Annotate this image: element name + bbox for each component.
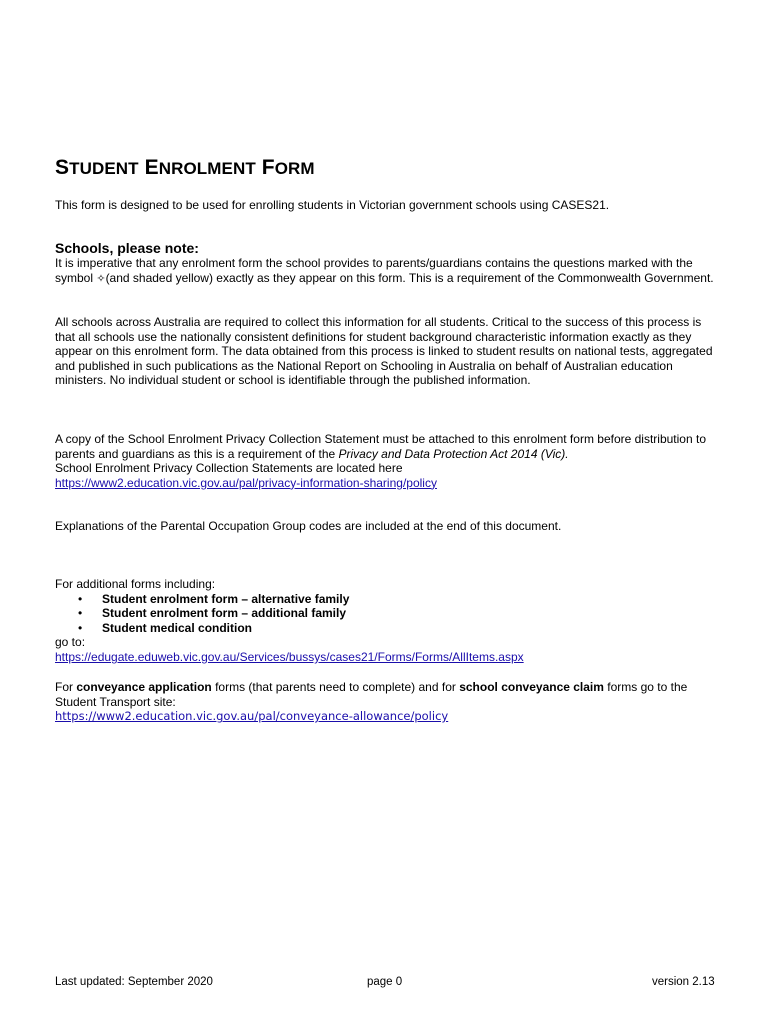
additional-forms-list — [55, 592, 715, 636]
conveyance-policy-link[interactable]: https://www2.education.vic.gov.au/pal/conveyance-allowance/policy — [55, 709, 449, 724]
additional-forms-section — [55, 577, 715, 665]
conveyance-paragraph: For conveyance application forms (that parents need to complete) and for school conveyance claim forms go to the Student Transport site: https://www2.education.vic.gov.au/pal/conveyance-allowance/policy — [55, 680, 688, 724]
list-item: • Student enrolment form – additional family — [102, 606, 715, 621]
privacy-policy-link[interactable]: https://www2.education.vic.gov.au/pal/privacy-information-sharing/policy — [55, 475, 437, 490]
data-collection-paragraph: All schools across Australia are required to collect this information for all students. Critical to the success of this process is that all schools use the nationally consistent definitions for student background characteristic information exactly as they appear on this enrolment form. The data obtained from this process is linked to student results on national tests, aggregated and published in such publications as the National Report on Schooling in Australia on behalf of Australian education ministers. No individual student or school is identifiable through the published information. — [55, 315, 713, 388]
page-number: page 0 — [367, 976, 403, 988]
additional-forms-lead: For additional forms including: — [55, 577, 216, 591]
intro-text: This form is designed to be used for enrolling students in Victorian government schools using CASES21. — [55, 198, 610, 212]
list-item: • Student enrolment form – alternative family — [102, 592, 715, 607]
marked-question-symbol-icon: ✧ — [96, 271, 106, 285]
version-label: version 2.13 — [652, 976, 715, 988]
note-heading: Schools, please note: — [55, 240, 199, 256]
list-item: • Student medical condition — [102, 621, 715, 636]
forms-link[interactable]: https://edugate.eduweb.vic.gov.au/Services/bussys/cases21/Forms/Forms/AllItems.aspx — [55, 649, 524, 664]
last-updated: Last updated: September 2020 — [55, 976, 213, 988]
page-title: STUDENT ENROLMENT FORM — [55, 156, 315, 179]
goto-label: go to: — [55, 635, 86, 650]
symbol-requirement-paragraph: It is imperative that any enrolment form the school provides to parents/guardians contains the questions marked with the symbol ✧(and shaded yellow) exactly as they appear on this form. This is a requirement of the Commonwealth Government. — [55, 256, 714, 285]
occupation-codes-paragraph: Explanations of the Parental Occupation Group codes are included at the end of this document. — [55, 519, 562, 533]
privacy-statement-paragraph: A copy of the School Enrolment Privacy Collection Statement must be attached to this enrolment form before distribution to parents and guardians as this is a requirement of the Privacy and Data Protection Act 2014 (Vic). School Enrolment Privacy Collection Statements are located here https://www2.education.vic.gov.au/pal/privacy-information-sharing/policy — [55, 432, 706, 490]
